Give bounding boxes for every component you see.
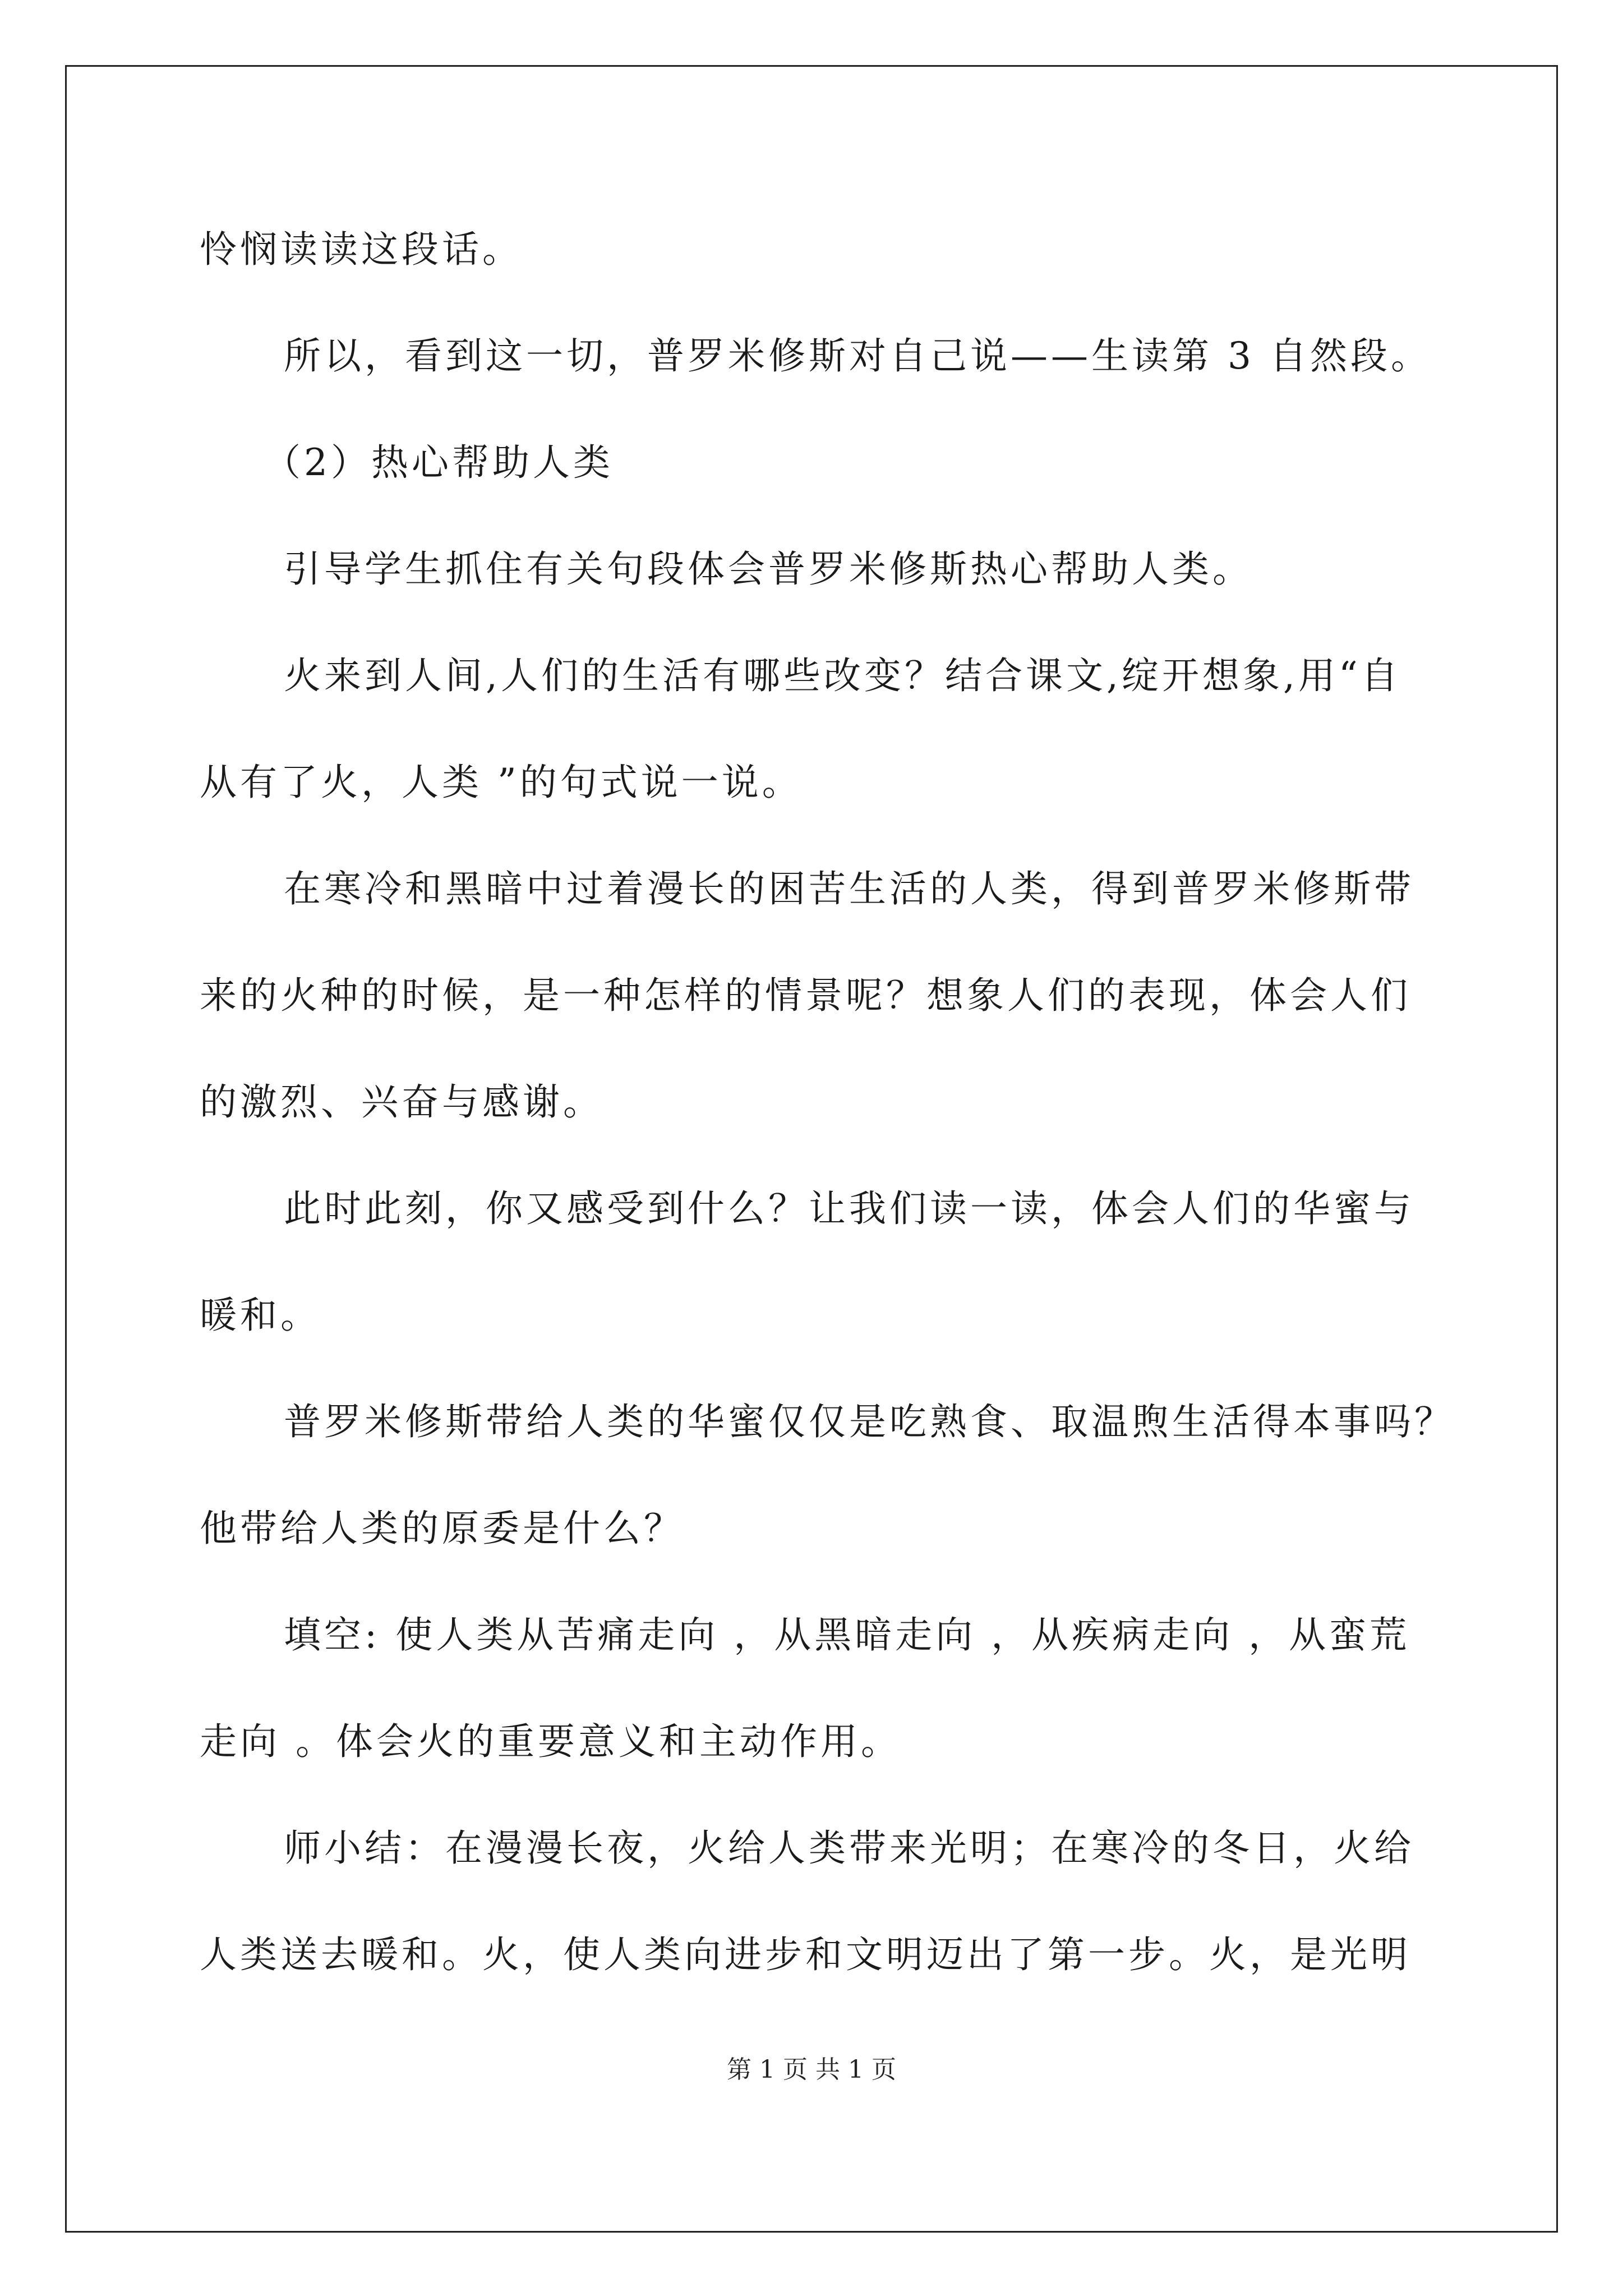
text-line-12: 普罗米修斯带给人类的华蜜仅仅是吃熟食、取温煦生活得本事吗？	[284, 1400, 1455, 1443]
text-line-11: 暖和。	[200, 1294, 321, 1337]
text-line-4: 引导学生抓住有关句段体会普罗米修斯热心帮助人类。	[284, 547, 1253, 591]
page-border	[65, 65, 1558, 2233]
text-line-7: 在寒冷和黑暗中过着漫长的困苦生活的人类，得到普罗米修斯带	[284, 867, 1414, 910]
text-line-13: 他带给人类的原委是什么？	[200, 1507, 684, 1550]
text-line-16: 师小结：在漫漫长夜，火给人类带来光明；在寒冷的冬日，火给	[284, 1826, 1414, 1870]
text-line-2: 所以，看到这一切，普罗米修斯对自己说——生读第 3 自然段。	[284, 334, 1431, 378]
text-line-3: （2）热心帮助人类	[264, 441, 614, 484]
text-line-5: 火来到人间,人们的生活有哪些改变？结合课文,绽开想象,用“自	[284, 654, 1401, 697]
text-line-9: 的激烈、兴奋与感谢。	[200, 1080, 603, 1124]
text-line-6: 从有了火，人类 ”的句式说一说。	[200, 761, 803, 804]
text-line-8: 来的火种的时候，是一种怎样的情景呢？想象人们的表现，体会人们	[200, 974, 1411, 1017]
text-line-15: 走向 。体会火的重要意义和主动作用。	[200, 1720, 901, 1763]
page-number-footer: 第 1 页 共 1 页	[727, 2055, 896, 2084]
text-line-1: 怜悯读读这段话。	[200, 228, 523, 271]
text-line-14: 填空: 使人类从苦痛走向 ，从黑暗走向 ，从疾病走向 ，从蛮荒	[284, 1613, 1410, 1657]
text-line-17: 人类送去暖和。火，使人类向进步和文明迈出了第一步。火，是光明	[200, 1933, 1411, 1976]
text-line-10: 此时此刻，你又感受到什么？让我们读一读，体会人们的华蜜与	[284, 1187, 1414, 1230]
